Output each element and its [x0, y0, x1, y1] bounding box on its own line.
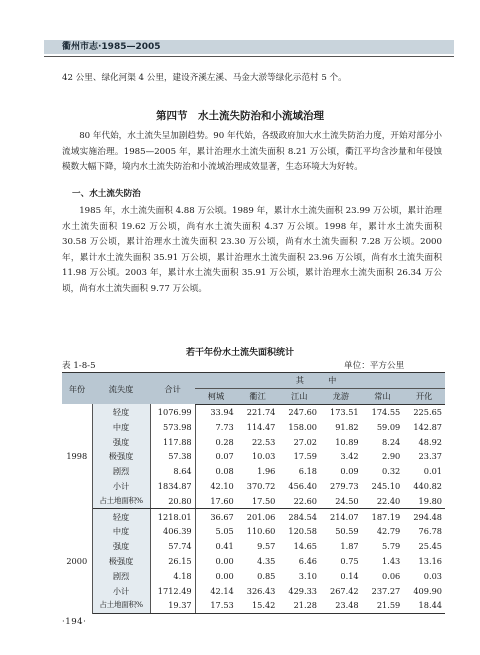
- area-value-cell: 440.82: [413, 480, 442, 491]
- degree-cell: 强度: [92, 539, 150, 554]
- header-area: 常山: [362, 388, 404, 404]
- area-value-cell: 5.05: [215, 526, 234, 537]
- area-value-cell: 5.79: [382, 541, 401, 552]
- table-row: [62, 554, 445, 569]
- area-value-cell: 174.55: [371, 406, 401, 417]
- table-row: [62, 479, 445, 494]
- degree-cell: 中度: [92, 419, 150, 434]
- area-value-cell: 120.58: [288, 526, 318, 537]
- area-value-cell: 158.00: [288, 421, 318, 432]
- area-value-cell: 9.57: [257, 541, 276, 552]
- area-value-cell: 59.09: [376, 421, 401, 432]
- area-value-cell: 17.59: [293, 451, 318, 462]
- total-cell: 1834.87: [150, 479, 195, 494]
- area-value-cell: 1.43: [382, 555, 401, 566]
- table-row: [62, 464, 445, 479]
- total-cell: 573.98: [150, 419, 195, 434]
- intro-line: 42 公里、绿化河渠 4 公里，建设齐溪左溪、马金大淤等绿化示范村 5 个。: [62, 73, 347, 83]
- total-cell: 26.15: [150, 554, 195, 569]
- degree-cell: 占土地面积%: [92, 598, 150, 613]
- area-value-cell: 1.87: [340, 541, 359, 552]
- area-value-cell: 50.59: [335, 526, 359, 537]
- degree-cell: 小计: [92, 583, 150, 598]
- area-value-cell: 187.19: [371, 511, 401, 522]
- table-row: [62, 449, 445, 464]
- area-value-cell: 294.48: [413, 511, 442, 522]
- total-cell: 4.18: [150, 568, 195, 583]
- year-cell: 2000: [62, 509, 92, 614]
- area-value-cell: 18.44: [403, 598, 445, 613]
- total-cell: 406.39: [150, 524, 195, 539]
- header-degree: 流失度: [92, 373, 150, 405]
- degree-cell: 剧烈: [92, 464, 150, 479]
- section-title: 第四节 水土流失防治和小流域治理: [156, 110, 324, 122]
- area-value-cell: 4.35: [257, 555, 276, 566]
- degree-cell: 剧烈: [92, 568, 150, 583]
- total-cell: 20.80: [150, 493, 195, 508]
- area-value-cell: 13.16: [418, 555, 442, 566]
- area-value-cell: 429.33: [288, 585, 318, 596]
- area-value-cell: 6.18: [298, 466, 318, 477]
- table-row: [62, 404, 445, 419]
- total-cell: 57.38: [150, 449, 195, 464]
- total-cell: 8.64: [150, 464, 195, 479]
- area-value-cell: 7.73: [215, 421, 234, 432]
- area-value-cell: 326.43: [246, 585, 276, 596]
- area-value-cell: 2.90: [382, 451, 401, 462]
- area-value-cell: 21.28: [278, 598, 320, 613]
- area-value-cell: 267.42: [329, 585, 359, 596]
- area-value-cell: 114.47: [246, 421, 276, 432]
- degree-cell: 轻度: [92, 509, 150, 524]
- degree-cell: 占土地面积%: [92, 493, 150, 508]
- area-value-cell: 0.01: [423, 466, 442, 477]
- area-value-cell: 201.06: [246, 511, 276, 522]
- area-value-cell: 110.60: [246, 526, 276, 537]
- area-value-cell: 0.06: [382, 570, 401, 581]
- area-value-cell: 91.82: [335, 421, 359, 432]
- table-number: 表 1-8-5: [62, 361, 96, 371]
- running-header-title: 衢州市志·1985—2005: [62, 42, 161, 52]
- page-number: ·194·: [62, 617, 87, 627]
- degree-cell: 极强度: [92, 449, 150, 464]
- total-cell: 1712.49: [150, 583, 195, 598]
- area-value-cell: 10.03: [251, 451, 276, 462]
- area-value-cell: 456.40: [288, 480, 318, 491]
- area-value-cell: 23.37: [418, 451, 442, 462]
- table-group-2000: [62, 509, 445, 614]
- table-row: [62, 509, 445, 524]
- header-area: 江山: [278, 388, 320, 404]
- area-value-cell: 409.90: [413, 585, 442, 596]
- area-value-cell: 14.65: [293, 541, 318, 552]
- header-of-which: 其 中: [195, 373, 445, 389]
- table-row: [62, 598, 445, 613]
- area-value-cell: 0.00: [215, 570, 234, 581]
- area-value-cell: 19.80: [403, 493, 445, 508]
- header-area: 柯城: [195, 388, 237, 404]
- area-value-cell: 0.14: [340, 570, 359, 581]
- area-value-cell: 15.42: [237, 598, 279, 613]
- area-value-cell: 42.14: [210, 585, 234, 596]
- area-value-cell: 27.02: [293, 436, 318, 447]
- area-value-cell: 24.50: [320, 493, 362, 508]
- area-value-cell: 0.28: [215, 436, 234, 447]
- area-value-cell: 3.42: [340, 451, 359, 462]
- area-value-cell: 1.96: [257, 466, 276, 477]
- area-value-cell: 0.00: [215, 555, 234, 566]
- area-value-cell: 0.07: [215, 451, 234, 462]
- header-divider: [44, 56, 454, 57]
- area-value-cell: 23.48: [320, 598, 362, 613]
- year-cell: 1998: [62, 404, 92, 509]
- header-total: 合计: [150, 373, 195, 405]
- degree-cell: 小计: [92, 479, 150, 494]
- area-value-cell: 42.79: [376, 526, 401, 537]
- degree-cell: 极强度: [92, 554, 150, 569]
- area-value-cell: 22.40: [362, 493, 404, 508]
- total-cell: 1076.99: [150, 404, 195, 419]
- header-year: 年份: [62, 373, 92, 405]
- area-value-cell: 17.60: [195, 493, 237, 508]
- area-value-cell: 17.53: [195, 598, 237, 613]
- area-value-cell: 142.87: [413, 421, 442, 432]
- table-row: [62, 419, 445, 434]
- table-row: [62, 524, 445, 539]
- table-row: [62, 568, 445, 583]
- area-value-cell: 221.74: [246, 406, 276, 417]
- table-unit: 单位：平方公里: [344, 361, 405, 371]
- area-value-cell: 76.78: [418, 526, 442, 537]
- area-value-cell: 22.60: [278, 493, 320, 508]
- total-cell: 117.88: [150, 434, 195, 449]
- total-cell: 19.37: [150, 598, 195, 613]
- area-value-cell: 0.41: [215, 541, 234, 552]
- table-title: 若干年份水土流失面积统计: [185, 348, 294, 358]
- area-value-cell: 3.10: [298, 570, 318, 581]
- table-group-1998: [62, 404, 445, 509]
- area-value-cell: 33.94: [210, 406, 234, 417]
- area-value-cell: 42.10: [210, 480, 234, 491]
- area-value-cell: 214.07: [329, 511, 359, 522]
- area-value-cell: 279.73: [329, 480, 359, 491]
- header-area: 衢江: [237, 388, 279, 404]
- area-value-cell: 237.27: [371, 585, 401, 596]
- total-cell: 1218.01: [150, 509, 195, 524]
- area-value-cell: 17.50: [237, 493, 279, 508]
- area-value-cell: 247.60: [288, 406, 318, 417]
- area-value-cell: 245.10: [371, 480, 401, 491]
- area-value-cell: 8.24: [382, 436, 401, 447]
- area-value-cell: 21.59: [362, 598, 404, 613]
- area-value-cell: 0.85: [257, 570, 276, 581]
- area-value-cell: 370.72: [246, 480, 276, 491]
- subsection-title: 一、水土流失防治: [72, 189, 141, 199]
- header-area: 开化: [403, 388, 445, 404]
- area-value-cell: 36.67: [210, 511, 234, 522]
- degree-cell: 中度: [92, 524, 150, 539]
- area-value-cell: 0.09: [340, 466, 359, 477]
- area-value-cell: 0.08: [215, 466, 234, 477]
- total-cell: 57.74: [150, 539, 195, 554]
- table-row: [62, 493, 445, 508]
- area-value-cell: 284.54: [288, 511, 318, 522]
- area-value-cell: 48.92: [418, 436, 442, 447]
- table-row: [62, 539, 445, 554]
- paragraph-erosion-stats: 1985 年，水土流失面积 4.88 万公顷。1989 年，累计水土流失面积 23.99 万公顷，累计治理水土流失面积 19.62 万公顷，尚有水土流失面积 4.37 万公顷。1998 年，累计水土流失面积 30.58 万公顷，累计治理水土流失面积 23.30 万公顷，尚有水土流失面积 7.28 万公顷。2000 年，累计水土流失面积 35.91 万公顷，累计治理水土流失面积 23.96 万公顷，尚有水土流失面积 11.98 万公顷。2003 年，累计水土流失面积 35.91 万公顷，累计治理水土流失面积 26.34 万公顷，尚有水土流失面积 9.77 万公顷。: [62, 206, 442, 294]
- erosion-area-table: [62, 372, 445, 614]
- area-value-cell: 10.89: [335, 436, 359, 447]
- area-value-cell: 0.32: [382, 466, 401, 477]
- area-value-cell: 25.45: [418, 541, 442, 552]
- table-row: [62, 583, 445, 598]
- area-value-cell: 6.46: [298, 555, 318, 566]
- header-area: 龙游: [320, 388, 362, 404]
- area-value-cell: 22.53: [251, 436, 276, 447]
- table-row: [62, 434, 445, 449]
- paragraph-overview: 80 年代始，水土流失呈加剧趋势。90 年代始，各级政府加大水土流失防治力度，开始对部分小流域实施治理。1985—2005 年，累计治理水土流失面积 8.21 万公顷，衢江平均含沙量和年侵蚀模数大幅下降，境内水土流失防治和小流域治理成效显著，生态环境大为好转。: [62, 131, 442, 172]
- degree-cell: 轻度: [92, 404, 150, 419]
- area-value-cell: 0.03: [423, 570, 442, 581]
- area-value-cell: 173.51: [329, 406, 359, 417]
- area-value-cell: 225.65: [413, 406, 442, 417]
- area-value-cell: 0.75: [340, 555, 359, 566]
- degree-cell: 强度: [92, 434, 150, 449]
